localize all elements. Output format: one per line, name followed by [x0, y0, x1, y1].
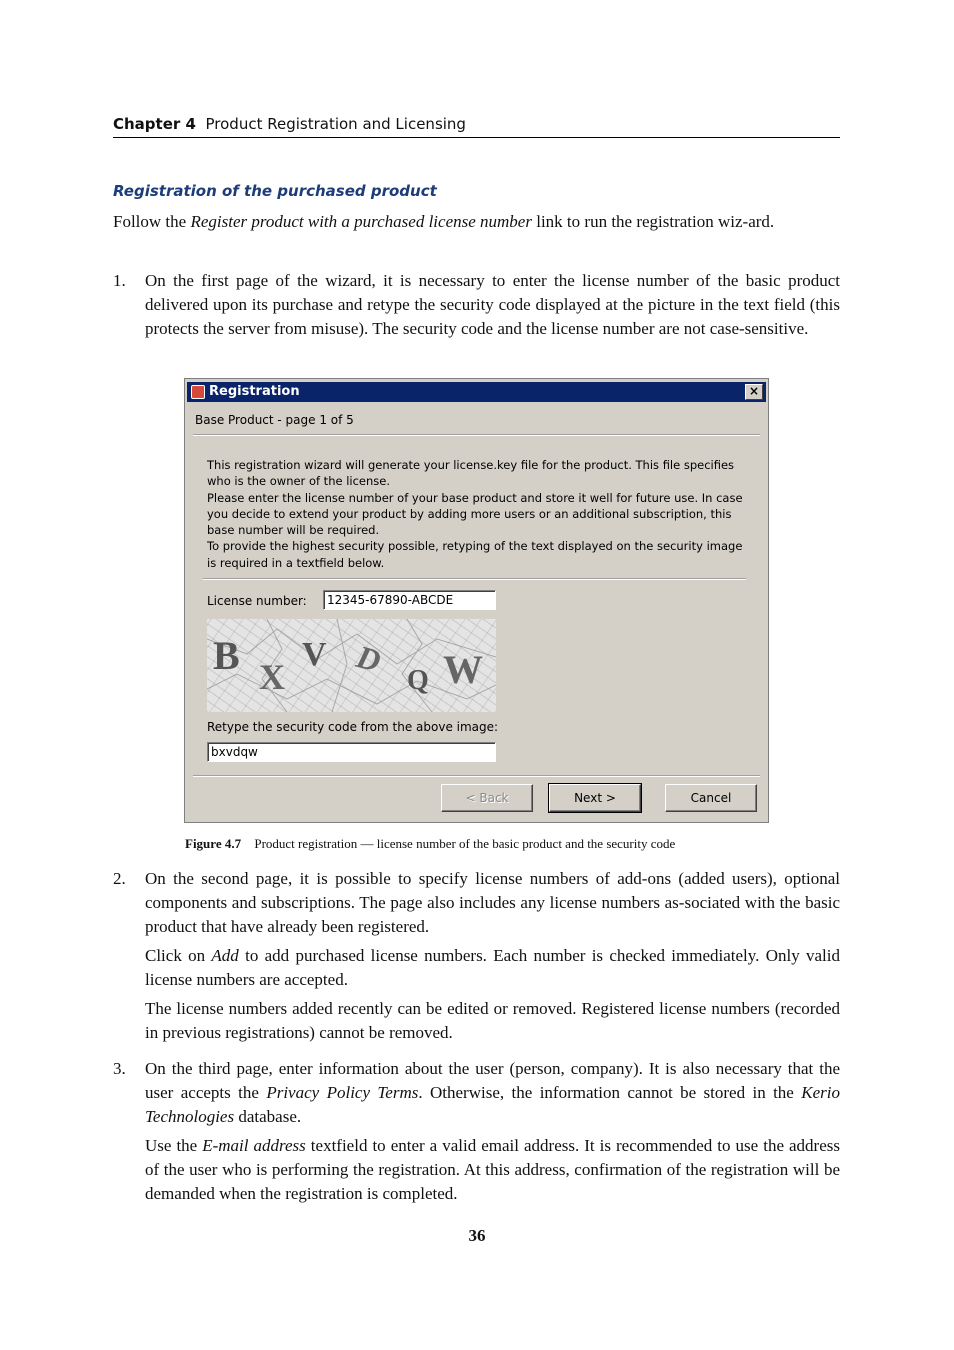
next-button[interactable]: Next >	[549, 784, 641, 812]
figure-label: Figure 4.7	[185, 836, 242, 851]
step-number: 1.	[113, 271, 126, 290]
step-3	[113, 1057, 840, 1211]
captcha-letter: W	[443, 647, 483, 692]
step-text: On the second page, it is possible to specify license numbers of add-ons (added users), optional components and subscriptions. The page also includes any license numbers as-sociated with the basic product that have already been registered.	[145, 869, 840, 936]
step-number: 2.	[113, 869, 126, 888]
divider	[193, 434, 760, 436]
instruction-line: Please enter the license number of your base product and store it well for future use. In case you decide to extend your product by adding more users or an additional subscription, this base number will be required.	[207, 490, 743, 538]
license-number-label: License number:	[207, 594, 307, 608]
running-header	[113, 114, 840, 138]
step-text: The license numbers added recently can be edited or removed. Registered license numbers (recorded in previous registrations) cannot be removed.	[145, 999, 840, 1042]
license-number-input[interactable]: 12345-67890-ABCDE	[323, 590, 496, 610]
dialog-titlebar	[187, 382, 766, 402]
instruction-line: To provide the highest security possible, retyping of the text displayed on the security image is required in a textfield below.	[207, 539, 743, 570]
divider	[193, 775, 760, 777]
security-code-image	[207, 619, 496, 712]
app-icon	[191, 385, 205, 399]
divider	[203, 578, 746, 580]
caption-text: Product registration — license number of the basic product and the security code	[254, 836, 676, 851]
intro-paragraph: Follow the Register product with a purchased license number link to run the registration wiz-ard.	[113, 212, 775, 231]
step-2	[113, 867, 840, 1050]
captcha-letter: B	[213, 633, 240, 678]
captcha-letter: D	[352, 638, 385, 679]
step-1	[113, 269, 840, 346]
step-text: On the third page, enter information about the user (person, company). It is also necessary that the user accepts the Privacy Policy Terms. Otherwise, the information cannot be stored in the Kerio Technologies database.	[145, 1059, 840, 1126]
wizard-page-label: Base Product - page 1 of 5	[195, 413, 354, 427]
captcha-letter: Q	[407, 665, 429, 696]
chapter-title: Product Registration and Licensing	[205, 115, 466, 133]
step-number: 3.	[113, 1059, 126, 1078]
step-text: Use the E-mail address textfield to enter a valid email address. It is recommended to use the address of the user who is performing the registration. At this address, confirmation of the registration will be demanded when the registration is completed.	[145, 1136, 840, 1203]
step-text: Click on Add to add purchased license numbers. Each number is checked immediately. Only valid license numbers are accepted.	[145, 946, 840, 989]
captcha-letter: V	[302, 636, 327, 673]
chapter-number: Chapter 4	[113, 115, 196, 133]
captcha-letter: X	[259, 657, 285, 697]
cancel-button[interactable]: Cancel	[665, 784, 757, 812]
registration-dialog	[184, 378, 769, 823]
retype-label: Retype the security code from the above image:	[207, 720, 499, 734]
instruction-line: This registration wizard will generate your license.key file for the product. This file specifies who is the owner of the license.	[207, 458, 735, 489]
back-button[interactable]: < Back	[441, 784, 533, 812]
section-title: Registration of the purchased product	[113, 182, 437, 200]
close-icon[interactable]: ×	[745, 384, 763, 400]
register-link-reference: Register product with a purchased license number	[190, 212, 532, 231]
figure-caption	[185, 836, 675, 852]
step-text: On the first page of the wizard, it is necessary to enter the license number of the basic product delivered upon its purchase and retype the security code displayed at the picture in the text field (this protects the server from misuse). The security code and the license number are not case-sensitive.	[145, 271, 840, 338]
page-number: 36	[468, 1226, 486, 1245]
security-code-input[interactable]: bxvdqw	[207, 742, 496, 762]
wizard-instructions	[207, 457, 747, 571]
dialog-title: Registration	[209, 384, 300, 399]
